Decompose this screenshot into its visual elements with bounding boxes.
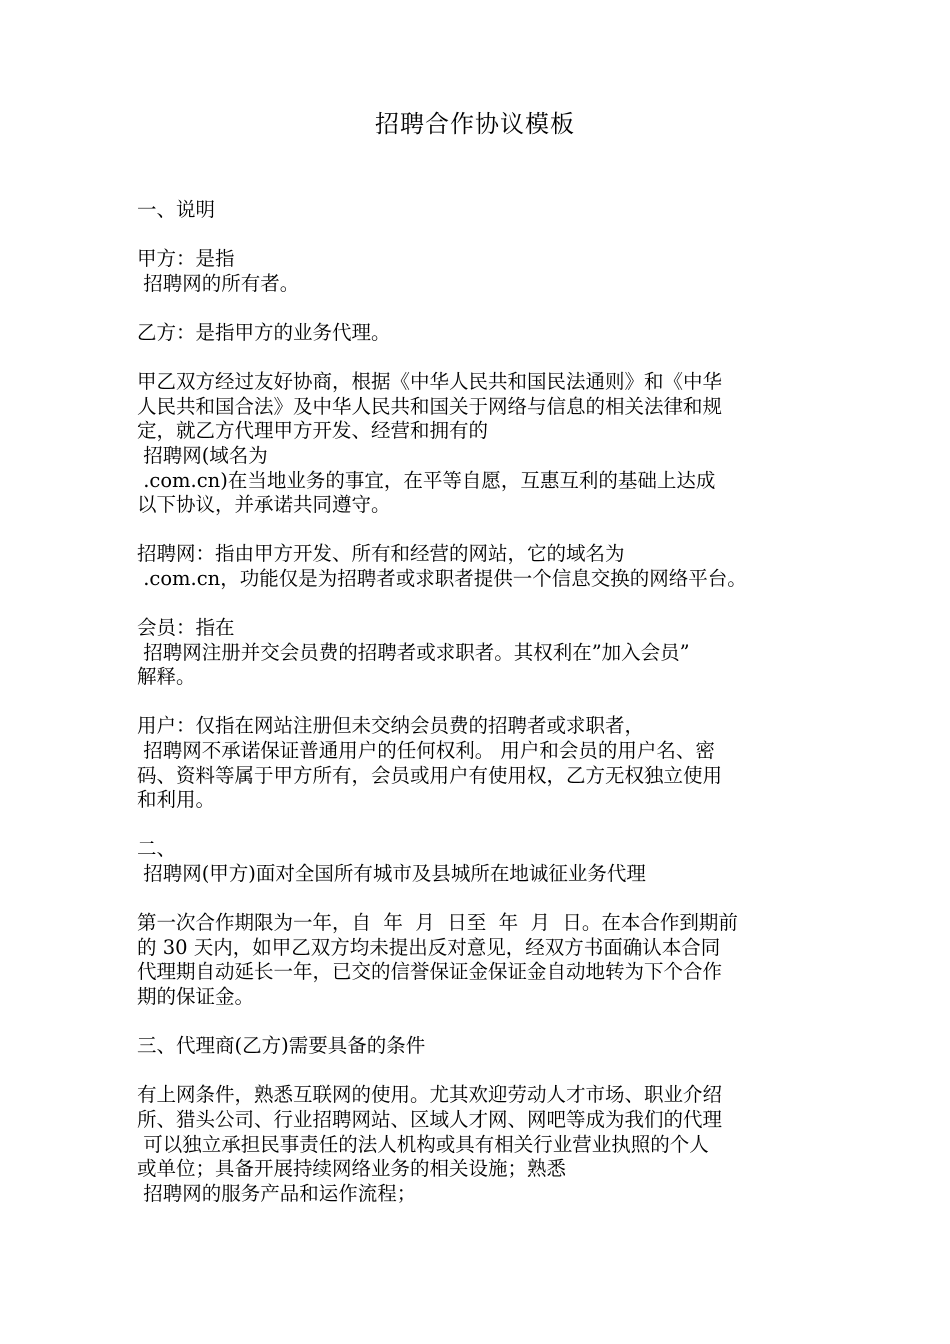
party-b-definition <box>137 321 827 346</box>
text-line: 会员：指在 <box>137 616 235 640</box>
text-line: 甲方：是指 <box>137 247 235 271</box>
agent-requirements <box>137 1083 827 1206</box>
cooperation-term <box>137 911 827 1009</box>
text-line: 可以独立承担民事责任的法人机构或具有相关行业营业执照的个人 <box>137 1132 709 1156</box>
text-line: 用户：仅指在网站注册但未交纳会员费的招聘者或求职者， <box>137 714 645 738</box>
text-line: 招聘网(甲方)面对全国所有城市及县城所在地诚征业务代理 <box>137 862 646 886</box>
text-line: 招聘网注册并交会员费的招聘者或求职者。其权利在”加入会员” <box>137 640 690 664</box>
text-line: 的 30 天内，如甲乙双方均未提出反对意见，经双方书面确认本合同 <box>137 935 721 959</box>
text-line: 招聘网(域名为 <box>137 443 268 467</box>
party-a-definition <box>137 247 827 296</box>
section-3-heading <box>137 1034 827 1059</box>
text-line: 第一次合作期限为一年，自 年 月 日至 年 月 日。在本合作到期前 <box>137 911 738 935</box>
text-line: 和利用。 <box>137 788 216 812</box>
text-line: 有上网条件，熟悉互联网的使用。尤其欢迎劳动人才市场、职业介绍 <box>137 1083 723 1107</box>
text-line: .com.cn)在当地业务的事宜，在平等自愿，互惠互利的基础上达成 <box>137 468 716 492</box>
text-line: 乙方：是指甲方的业务代理。 <box>137 320 391 344</box>
text-line: 甲乙双方经过友好协商，根据《中华人民共和国民法通则》和《中华 <box>137 370 723 394</box>
text-line: 二、 <box>137 837 177 861</box>
text-line: 代理期自动延长一年，已交的信誉保证金保证金自动地转为下个合作 <box>137 960 723 984</box>
agreement-preamble <box>137 370 827 518</box>
text-line: 所、猎头公司、行业招聘网站、区域人才网、网吧等成为我们的代理 <box>137 1107 723 1131</box>
text-line: 招聘网：指由甲方开发、所有和经营的网站，它的域名为 <box>137 542 625 566</box>
text-line: 招聘网不承诺保证普通用户的任何权利。 用户和会员的用户名、密 <box>137 739 715 763</box>
text-line: .com.cn，功能仅是为招聘者或求职者提供一个信息交换的网络平台。 <box>137 566 747 590</box>
text-line: 以下协议，并承诺共同遵守。 <box>137 493 391 517</box>
text-line: 或单位；具备开展持续网络业务的相关设施；熟悉 <box>137 1157 567 1181</box>
text-line: 一、说明 <box>137 198 216 221</box>
text-line: 码、资料等属于甲方所有，会员或用户有使用权，乙方无权独立使用 <box>137 763 723 787</box>
text-line: 期的保证金。 <box>137 985 255 1008</box>
member-definition <box>137 616 827 690</box>
section-2-heading <box>137 837 827 886</box>
document-title: 招聘合作协议模板 <box>375 110 575 138</box>
text-line: 招聘网的服务产品和运作流程； <box>137 1181 417 1205</box>
document-body <box>137 198 827 1231</box>
text-line: 三、代理商(乙方)需要具备的条件 <box>137 1034 426 1058</box>
section-1-heading <box>137 198 827 223</box>
text-line: 招聘网的所有者。 <box>137 271 300 295</box>
text-line: 解释。 <box>137 665 196 689</box>
text-line: 定，就乙方代理甲方开发、经营和拥有的 <box>137 419 489 443</box>
website-definition <box>137 542 827 591</box>
user-definition <box>137 714 827 812</box>
text-line: 人民共和国合法》及中华人民共和国关于网络与信息的相关法律和规 <box>137 394 723 418</box>
